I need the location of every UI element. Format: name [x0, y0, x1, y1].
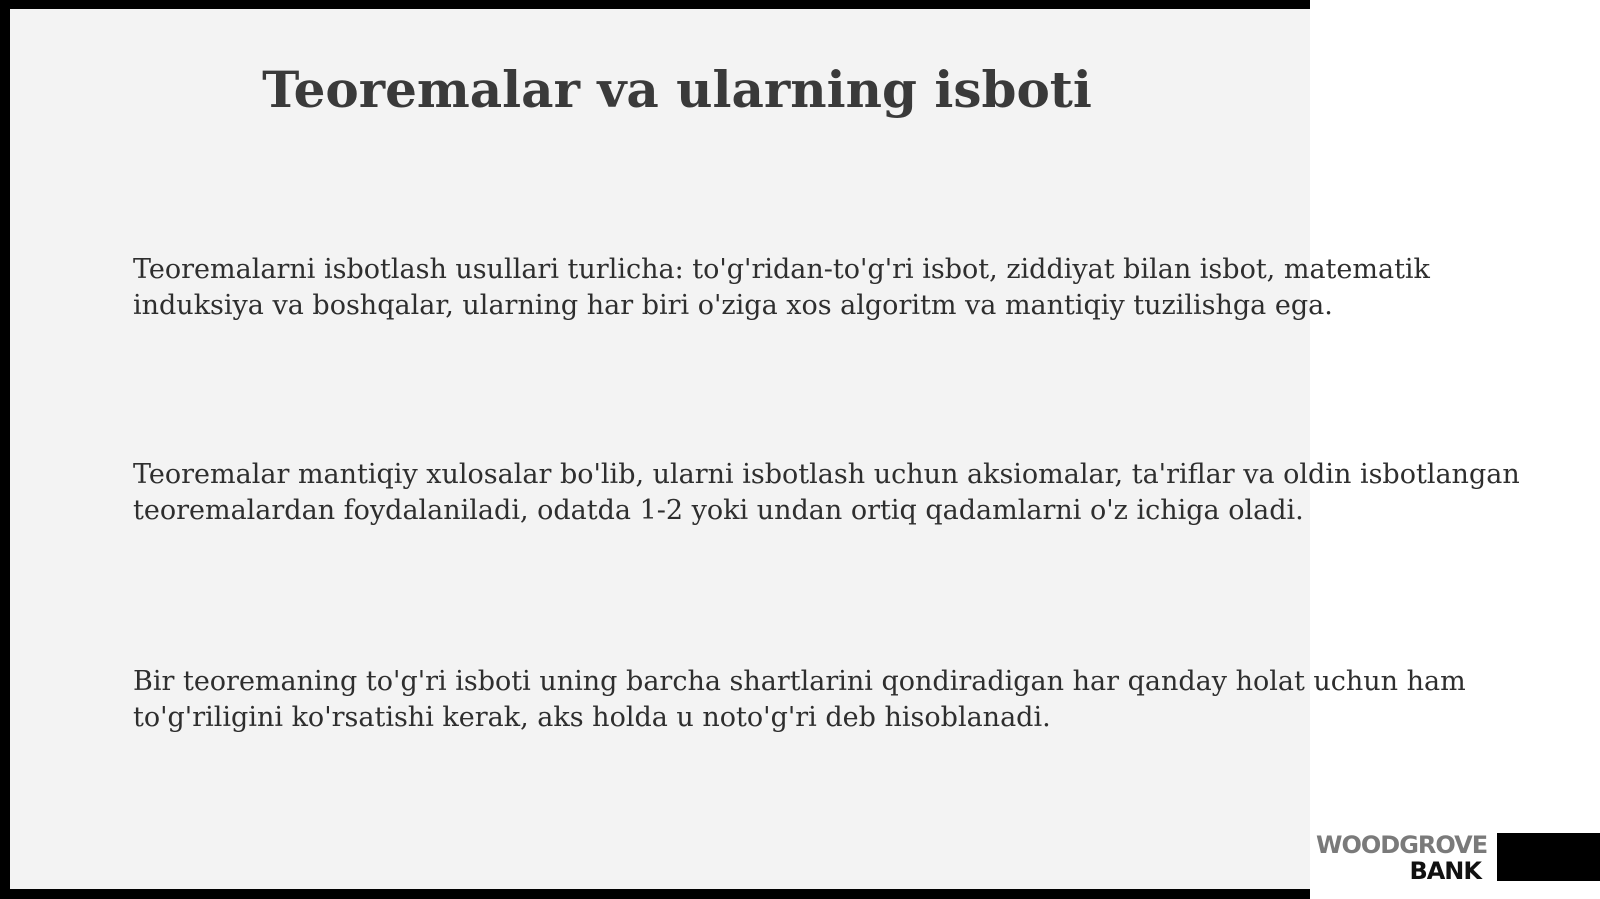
woodgrove-bank-logo — [1316, 831, 1488, 885]
slide-frame-top — [0, 0, 1310, 9]
logo-line-woodgrove: WOODGROVE — [1316, 831, 1488, 859]
paragraph-proof-methods: Teoremalarni isbotlash usullari turlicha: to'g'ridan-to'g'ri isbot, ziddiyat bilan isbot, matematik induksiya va boshqalar, ularning har biri o'ziga xos algoritm va mantiqiy tuzilishga ega. — [133, 254, 1430, 321]
paragraph-logical-conclusions: Teoremalar mantiqiy xulosalar bo'lib, ularni isbotlash uchun aksiomalar, ta'riflar va oldin isbotlangan teoremalardan foydalaniladi, odatda 1-2 yoki undan ortiq qadamlarni o'z ichiga oladi. — [133, 459, 1520, 526]
logo-line-bank: BANK — [1409, 857, 1481, 885]
slide-frame-left — [0, 0, 10, 899]
slide-frame-bottom — [0, 889, 1310, 899]
logo-black-block — [1497, 833, 1600, 881]
slide-title: Teoremalar va ularning isboti — [262, 60, 1092, 119]
paragraph-correct-proof: Bir teoremaning to'g'ri isboti uning barcha shartlarini qondiradigan har qanday holat uchun ham to'g'riligini ko'rsatishi kerak, aks holda u noto'g'ri deb hisoblanadi. — [133, 666, 1466, 733]
slide-panel — [10, 9, 1310, 889]
